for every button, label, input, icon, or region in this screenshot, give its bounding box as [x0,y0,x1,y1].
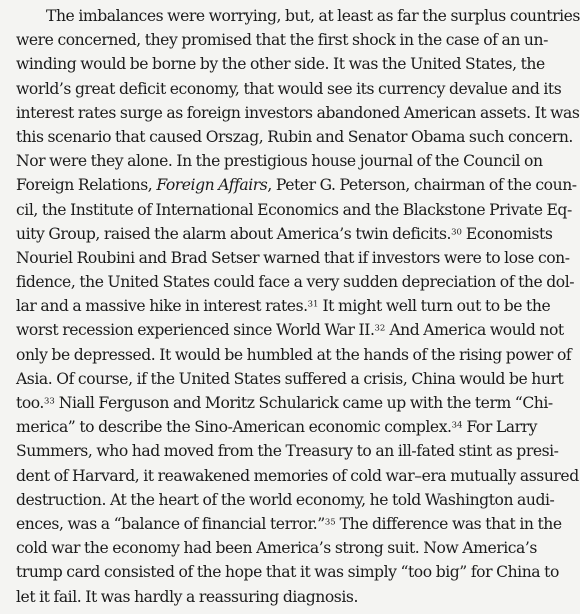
text-line [16,77,562,101]
footnote-marker: 31 [307,299,319,310]
text-line [16,222,553,246]
text-run: destruction. At the heart of the world economy, he told Washington audi- [16,490,555,509]
text-run: ences, was a “balance of financial terror.” [16,514,325,533]
text-line [16,173,577,197]
text-line [16,560,559,584]
text-line [16,125,573,149]
text-run: cil, the Institute of International Economics and the Blackstone Private Eq- [16,200,572,219]
footnote-marker: 32 [374,323,386,334]
text-run: Foreign Relations, [16,176,157,195]
text-run: , Peter G. Peterson, chairman of the coun- [267,176,577,195]
text-run: The difference was that in the [335,514,562,533]
text-run: worst recession experienced since World War II. [16,321,375,340]
text-run: For Larry [462,418,537,437]
text-run: Summers, who had moved from the Treasury to an ill-fated stint as presi- [16,442,559,461]
text-line [16,439,559,463]
text-line [16,536,537,560]
text-run: fidence, the United States could face a very sudden depreciation of the dol- [16,273,575,292]
text-line [16,198,572,222]
text-line [16,367,564,391]
text-run: this scenario that caused Orszag, Rubin and Senator Obama such concern. [16,127,573,146]
text-line [16,270,575,294]
footnote-marker: 35 [324,517,336,528]
text-run: uity Group, raised the alarm about America’s twin deficits. [16,224,452,243]
text-line [16,4,580,28]
text-line [16,101,580,125]
text-run: The imbalances were worrying, but, at least as far the surplus countries [46,7,580,25]
text-line [16,415,537,439]
footnote-marker: 30 [451,227,462,238]
text-line [16,149,543,173]
text-line [16,488,555,512]
text-run: trump card consisted of the hope that it was simply “too big” for China to [16,563,559,582]
text-run: Niall Ferguson and Moritz Schularick came up with the term “Chi- [54,394,553,412]
text-run: only be depressed. It would be humbled at the hands of the rising power of [16,345,572,364]
book-page [16,4,580,609]
text-run: merica” to describe the Sino-American economic complex. [16,418,452,437]
text-run: Asia. Of course, if the United States suffered a crisis, China would be hurt [16,369,564,388]
text-line [16,585,524,609]
footnote-marker: 33 [43,396,55,407]
text-run: And America would not [385,321,564,340]
text-run: lar and a massive hike in interest rates. [16,297,308,316]
text-run: cold war the economy had been America’s strong suit. Now America’s [16,539,537,558]
text-line [16,294,551,318]
text-line [16,52,545,76]
text-run: too. [16,394,44,412]
footnote-marker: 34 [451,420,463,431]
text-line [16,391,553,415]
text-run: Nouriel Roubini and Brad Setser warned that if investors were to lose con- [16,248,570,267]
text-line [16,512,562,536]
text-line [16,246,570,270]
italic-title: Foreign Affairs [156,176,268,195]
text-run: interest rates surge as foreign investors abandoned American assets. It was [16,103,580,122]
text-run: winding would be borne by the other side. It was the United States, the [16,55,545,74]
text-line [16,318,564,342]
text-run: Economists [461,224,553,243]
body-paragraph [16,4,580,609]
text-line [16,464,579,488]
text-run: dent of Harvard, it reawakened memories of cold war–era mutually assured [16,466,579,485]
text-line [16,28,548,52]
text-run: were concerned, they promised that the first shock in the case of an un- [16,31,548,50]
text-run: Nor were they alone. In the prestigious house journal of the Council on [16,152,543,171]
text-run: It might well turn out to be the [318,297,551,316]
text-run: world’s great deficit economy, that would see its currency devalue and its [16,79,562,98]
text-run: let it fail. It was hardly a reassuring diagnosis. [16,587,358,606]
text-line [16,343,572,367]
